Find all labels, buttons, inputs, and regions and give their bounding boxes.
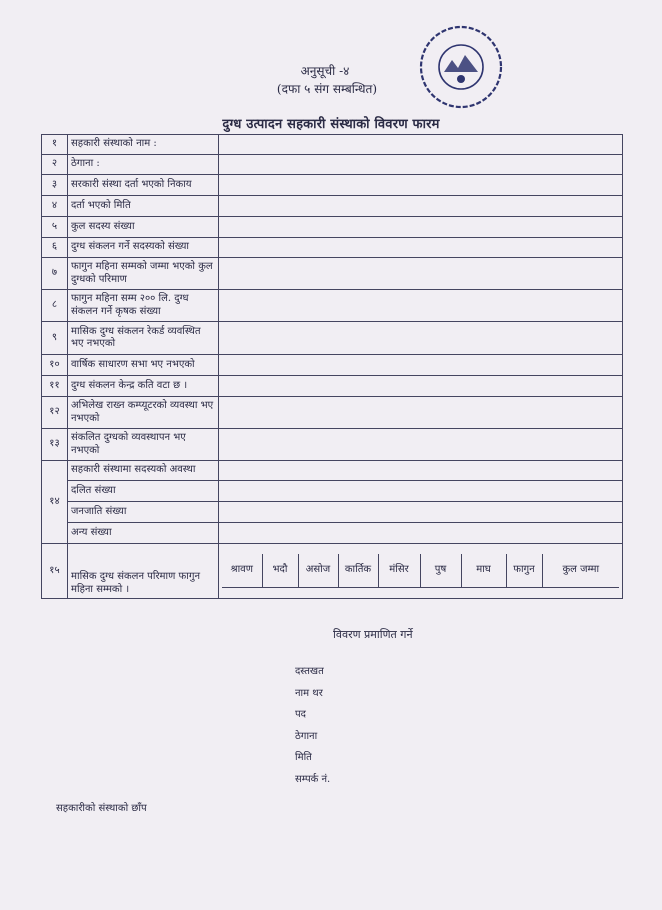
- monthly-collection-grid: [219, 544, 623, 599]
- answer-cell[interactable]: [219, 376, 623, 397]
- form-row: [42, 155, 623, 175]
- month-header: असोज: [298, 554, 338, 587]
- row-number: ११: [42, 376, 68, 397]
- form-subrow: [42, 481, 623, 502]
- answer-cell[interactable]: [219, 217, 623, 238]
- answer-cell[interactable]: [219, 355, 623, 376]
- month-header: भदौ: [262, 554, 298, 587]
- row-number: १: [42, 135, 68, 155]
- row-label: मासिक दुग्ध संकलन परिमाण फागुन महिना सम्मको ।: [68, 544, 219, 599]
- form-row: [42, 258, 623, 290]
- answer-cell[interactable]: [219, 196, 623, 217]
- row-number: १०: [42, 355, 68, 376]
- month-header: कार्तिक: [338, 554, 378, 587]
- row-label: ठेगाना :: [68, 155, 219, 175]
- cooperative-detail-form-table: [41, 134, 623, 599]
- row-label: अभिलेख राख्न कम्प्यूटरको व्यवस्था भए नभएको: [68, 397, 219, 429]
- row-number: ५: [42, 217, 68, 238]
- form-row: [42, 238, 623, 258]
- form-row: [42, 135, 623, 155]
- month-header: माघ: [461, 554, 506, 587]
- row-number: ६: [42, 238, 68, 258]
- answer-cell[interactable]: [219, 461, 623, 481]
- row-label: वार्षिक साधारण सभा भए नभएको: [68, 355, 219, 376]
- row-label: अन्य संख्या: [68, 523, 219, 544]
- row-number: ९: [42, 322, 68, 355]
- form-row-15: [42, 544, 623, 599]
- row-number: १५: [42, 544, 68, 599]
- answer-cell[interactable]: [219, 429, 623, 461]
- month-value-cell[interactable]: [378, 587, 420, 588]
- answer-cell[interactable]: [219, 258, 623, 290]
- row-label: दलित संख्या: [68, 481, 219, 502]
- row-number: ३: [42, 175, 68, 196]
- answer-cell[interactable]: [219, 155, 623, 175]
- row-label: सरकारी संस्था दर्ता भएको निकाय: [68, 175, 219, 196]
- name-field-label: नाम थर: [295, 687, 323, 699]
- form-row: [42, 217, 623, 238]
- form-row: [42, 196, 623, 217]
- cooperative-stamp-label: सहकारीको संस्थाको छाँप: [56, 803, 147, 814]
- month-value-cell[interactable]: [298, 587, 338, 588]
- answer-cell[interactable]: [219, 290, 623, 322]
- row-number: ४: [42, 196, 68, 217]
- row-number: १४: [42, 461, 68, 544]
- row-number: २: [42, 155, 68, 175]
- form-row-14: [42, 461, 623, 481]
- month-header: पुष: [420, 554, 461, 587]
- form-title: दुग्ध उत्पादन सहकारी संस्थाको विवरण फारम: [222, 117, 440, 132]
- answer-cell[interactable]: [219, 502, 623, 523]
- answer-cell[interactable]: [219, 322, 623, 355]
- signature-fields: [295, 663, 330, 792]
- schedule-heading: अनुसूची -४: [300, 64, 350, 78]
- month-value-cell[interactable]: [262, 587, 298, 588]
- month-header: मंसिर: [378, 554, 420, 587]
- row-label: दर्ता भएको मिति: [68, 196, 219, 217]
- form-row: [42, 355, 623, 376]
- certification-heading: विवरण प्रमाणित गर्ने: [333, 628, 413, 641]
- answer-cell[interactable]: [219, 135, 623, 155]
- row-label: फागुन महिना सम्म २०० लि. दुग्ध संकलन गर्ने कृषक संख्या: [68, 290, 219, 322]
- signature-field-label: दस्तखत: [295, 666, 324, 677]
- answer-cell[interactable]: [219, 175, 623, 196]
- month-value-cell[interactable]: [338, 587, 378, 588]
- reference-subheading: (दफा ५ संग सम्बन्धित): [276, 82, 378, 96]
- form-row: [42, 429, 623, 461]
- row-label: सहकारी संस्थामा सदस्यको अवस्था: [68, 461, 219, 481]
- form-row: [42, 322, 623, 355]
- form-subrow: [42, 523, 623, 544]
- row-label: जनजाति संख्या: [68, 502, 219, 523]
- month-header: फागुन: [506, 554, 542, 587]
- answer-cell[interactable]: [219, 238, 623, 258]
- row-label: कुल सदस्य संख्या: [68, 217, 219, 238]
- contact-field-label: सम्पर्क नं.: [295, 773, 331, 785]
- month-header: श्रावण: [222, 554, 262, 587]
- row-number: ७: [42, 258, 68, 290]
- row-label: दुग्ध संकलन केन्द्र कति वटा छ ।: [68, 376, 219, 397]
- month-value-cell[interactable]: [222, 587, 262, 588]
- row-number: १२: [42, 397, 68, 429]
- month-value-cell[interactable]: [506, 587, 542, 588]
- total-header: कुल जम्मा: [542, 554, 619, 587]
- row-number: ८: [42, 290, 68, 322]
- month-value-cell[interactable]: [420, 587, 461, 588]
- form-row: [42, 290, 623, 322]
- row-number: १३: [42, 429, 68, 461]
- row-label: संकलित दुग्धको व्यवस्थापन भए नभएको: [68, 429, 219, 461]
- row-label: फागुन महिना सम्मको जम्मा भएको कुल दुग्धको परिमाण: [68, 258, 219, 290]
- form-row: [42, 397, 623, 429]
- answer-cell[interactable]: [219, 397, 623, 429]
- form-row: [42, 175, 623, 196]
- official-seal-stamp: [418, 24, 504, 110]
- designation-field-label: पद: [295, 709, 306, 720]
- answer-cell[interactable]: [219, 523, 623, 544]
- row-label: दुग्ध संकलन गर्ने सदस्यको संख्या: [68, 238, 219, 258]
- form-row: [42, 376, 623, 397]
- month-value-cell[interactable]: [461, 587, 506, 588]
- answer-cell[interactable]: [219, 481, 623, 502]
- total-value-cell[interactable]: [542, 587, 619, 588]
- row-label: सहकारी संस्थाको नाम :: [68, 135, 219, 155]
- date-field-label: मिति: [295, 752, 312, 763]
- address-field-label: ठेगाना: [295, 730, 318, 742]
- form-subrow: [42, 502, 623, 523]
- row-label: मासिक दुग्ध संकलन रेकर्ड व्यवस्थित भए नभएको: [68, 322, 219, 355]
